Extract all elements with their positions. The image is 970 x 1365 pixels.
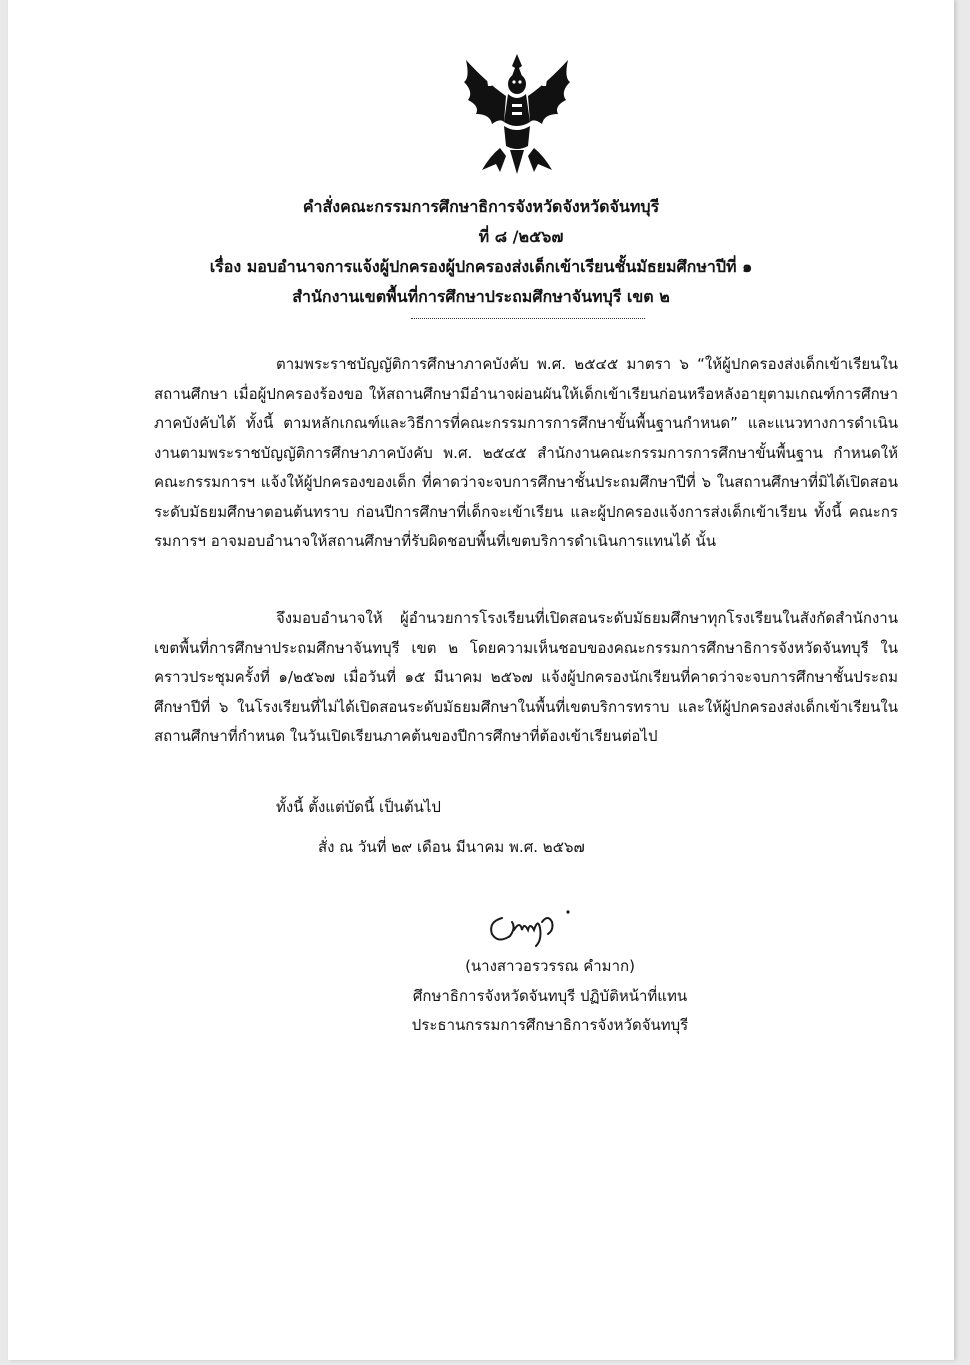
body-paragraph-1: ตามพระราชบัญญัติการศึกษาภาคบังคับ พ.ศ. ๒๕๔๕ มาตรา ๖ “ให้ผู้ปกครองส่งเด็กเข้าเรียนในสถานศึกษา เมื่อผู้ปกครองร้องขอ ให้สถานศึกษามีอำนาจผ่อนผันให้เด็กเข้าเรียนก่อนหรือหลังอายุตามเกณฑ์การศึกษาภาคบังคับได้ ทั้งนี้ ตามหลักเกณฑ์และวิธีการที่คณะกรรมการการศึกษาขั้นพื้นฐานกำหนด” และแนวทางการดำเนินงานตามพระราชบัญญัติการศึกษาภาคบังคับ พ.ศ. ๒๕๔๕ สำนักงานคณะกรรมการการศึกษาขั้นพื้นฐาน กำหนดให้คณะกรรมการฯ แจ้งให้ผู้ปกครองของเด็ก ที่คาดว่าจะจบการศึกษาชั้นประถมศึกษาปีที่ ๖ ในสถานศึกษาที่มิได้เปิดสอนระดับมัธยมศึกษาตอนต้นทราบ ก่อนปีการศึกษาที่เด็กจะเข้าเรียน และผู้ปกครองแจ้งการส่งเด็กเข้าเรียน ทั้งนี้ คณะกรรมการฯ อาจมอบอำนาจให้สถานศึกษาที่รับผิดชอบพื้นที่เขตบริการดำเนินการแทนได้ นั้น [154, 355, 898, 550]
document-page [8, 0, 954, 1360]
order-date: สั่ง ณ วันที่ ๒๙ เดือน มีนาคม พ.ศ. ๒๕๖๗ [318, 838, 585, 856]
order-subject-line2: สำนักงานเขตพื้นที่การศึกษาประถมศึกษาจันทบุรี เขต ๒ [292, 287, 670, 306]
effective-statement: ทั้งนี้ ตั้งแต่บัดนี้ เป็นต้นไป [276, 798, 441, 816]
header-separator [411, 318, 645, 319]
order-subject: เรื่อง มอบอำนาจการแจ้งผู้ปกครองผู้ปกครองส่งเด็กเข้าเรียนชั้นมัธยมศึกษาปีที่ ๑ [209, 257, 753, 276]
signatory-block [348, 952, 752, 1041]
handwritten-signature [482, 900, 590, 950]
order-title: คำสั่งคณะกรรมการศึกษาธิการจังหวัดจังหวัดจันทบุรี [302, 197, 660, 216]
signatory-name: (นางสาวอรวรรณ คำมาก) [465, 957, 635, 975]
signatory-position: ศึกษาธิการจังหวัดจันทบุรี ปฏิบัติหน้าที่แทน [412, 986, 688, 1005]
order-number: ที่ ๘ /๒๕๖๗ [478, 227, 564, 246]
body-paragraph-2: จึงมอบอำนาจให้ ผู้อำนวยการโรงเรียนที่เปิดสอนระดับมัธยมศึกษาทุกโรงเรียนในสังกัดสำนักงานเขตพื้นที่การศึกษาประถมศึกษาจันทบุรี เขต ๒ โดยความเห็นชอบของคณะกรรมการศึกษาธิการจังหวัดจันทบุรี ในคราวประชุมครั้งที่ ๑/๒๕๖๗ เมื่อวันที่ ๑๕ มีนาคม ๒๕๖๗ แจ้งผู้ปกครองนักเรียนที่คาดว่าจะจบการศึกษาชั้นประถมศึกษาปีที่ ๖ ในโรงเรียนที่ไม่ได้เปิดสอนระดับมัธยมศึกษาในพื้นที่เขตบริการทราบ และให้ผู้ปกครองส่งเด็กเข้าเรียนในสถานศึกษาที่กำหนด ในวันเปิดเรียนภาคต้นของปีการศึกษาที่ต้องเข้าเรียนต่อไป [154, 609, 898, 745]
garuda-emblem-icon [456, 52, 578, 176]
signatory-position-2: ประธานกรรมการศึกษาธิการจังหวัดจันทบุรี [411, 1016, 689, 1034]
